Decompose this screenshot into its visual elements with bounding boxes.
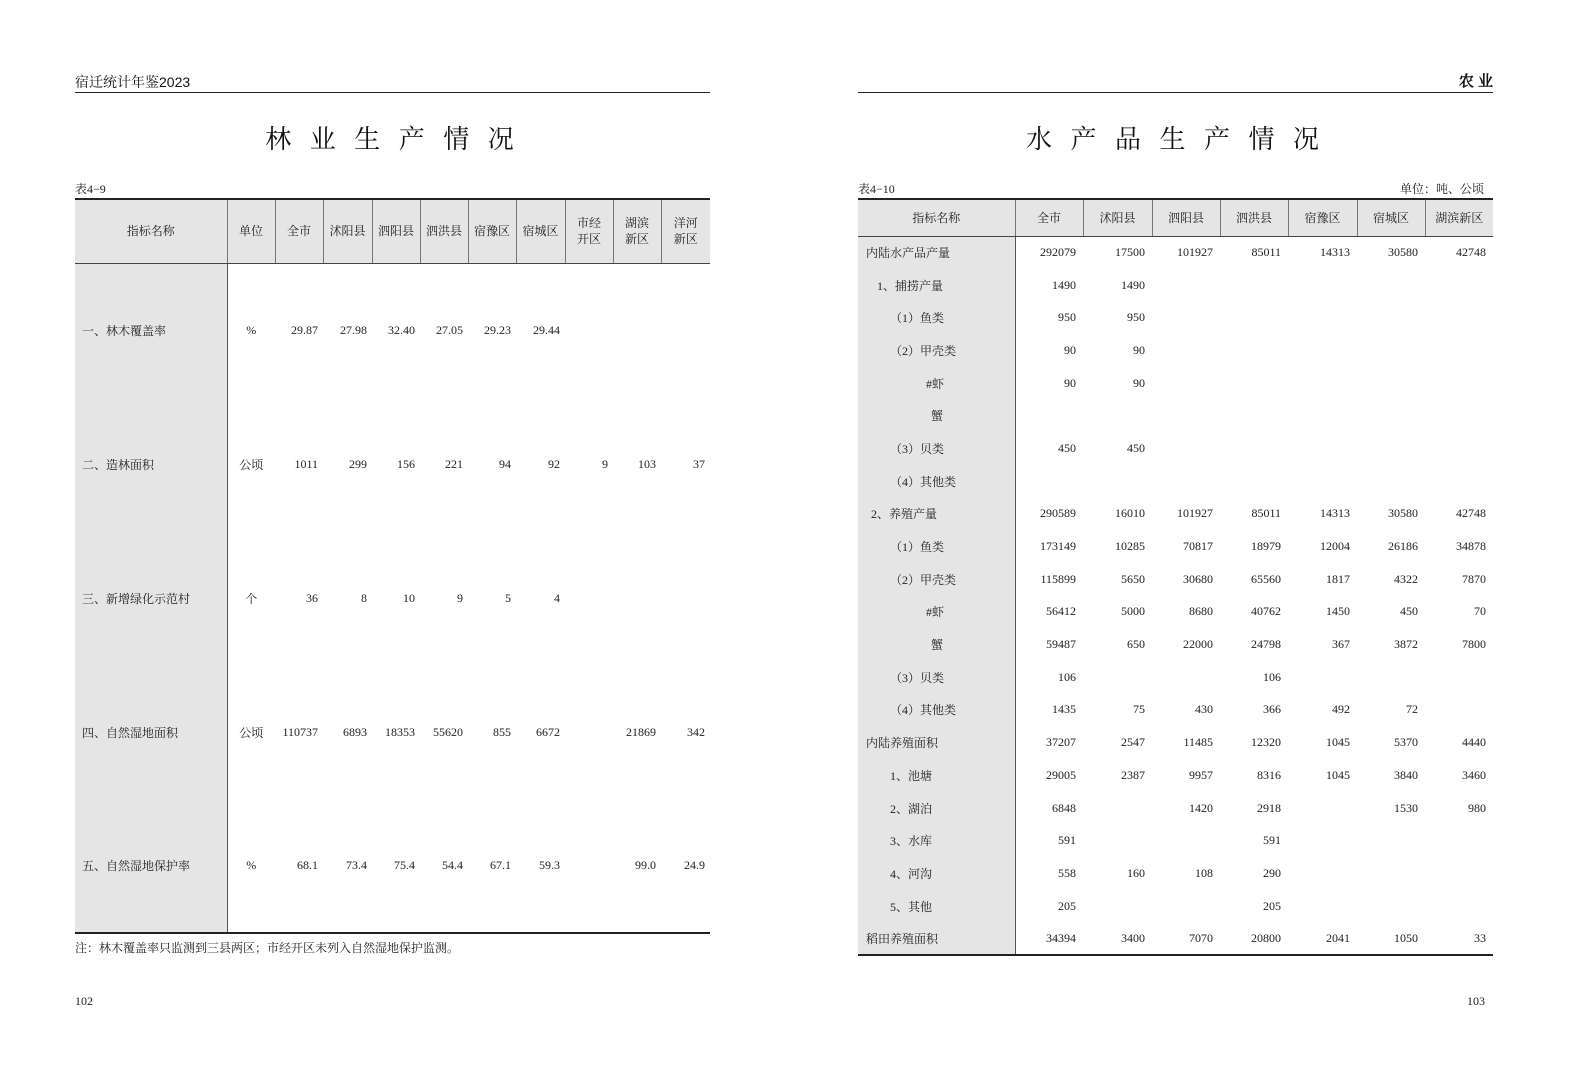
value-cell: 5000 bbox=[1121, 604, 1145, 619]
table-row bbox=[858, 399, 1493, 432]
value-cell: 450 bbox=[1127, 440, 1145, 455]
table-row bbox=[858, 857, 1493, 890]
value-cell bbox=[1288, 824, 1357, 857]
value-cell: 37 bbox=[693, 456, 705, 471]
value-cell: 公顷 bbox=[239, 457, 264, 472]
value-cell: 106 bbox=[1263, 669, 1281, 684]
value-cell bbox=[1288, 432, 1357, 465]
value-cell: 36 bbox=[306, 590, 318, 605]
value-cell bbox=[1425, 890, 1493, 923]
table-note: 注：林木覆盖率只监测到三县两区；市经开区未列入自然湿地保护监测。 bbox=[75, 941, 460, 955]
indicator-name-cell: （3）贝类 bbox=[858, 661, 1015, 694]
value-cell: 8 bbox=[361, 590, 367, 605]
value-cell bbox=[1425, 465, 1493, 498]
value-cell: 2918 bbox=[1257, 800, 1281, 815]
forestry-table bbox=[75, 198, 710, 934]
value-cell: 18353 bbox=[385, 724, 415, 739]
column-header: 沭阳县 bbox=[323, 199, 372, 263]
value-cell: 33 bbox=[1425, 922, 1493, 955]
indicator-name-cell: 蟹 bbox=[858, 399, 1015, 432]
value-cell: 103 bbox=[638, 456, 656, 471]
value-cell: 75.4 bbox=[372, 799, 420, 933]
value-cell bbox=[1152, 367, 1220, 400]
value-cell: 173149 bbox=[1040, 539, 1076, 554]
value-cell: 1420 bbox=[1189, 800, 1213, 815]
value-cell: 10285 bbox=[1115, 539, 1145, 554]
column-header: 洋河 新区 bbox=[661, 199, 710, 263]
indicator-name-cell: 一、林木覆盖率 bbox=[75, 263, 227, 397]
value-cell: 18979 bbox=[1251, 539, 1281, 554]
value-cell: 2041 bbox=[1288, 922, 1357, 955]
indicator-name-cell: （4）其他类 bbox=[858, 694, 1015, 727]
value-cell bbox=[1083, 465, 1152, 498]
value-cell bbox=[1425, 661, 1493, 694]
value-cell: 73.4 bbox=[323, 799, 372, 933]
value-cell: 342 bbox=[687, 724, 705, 739]
value-cell: 29005 bbox=[1046, 767, 1076, 782]
value-cell: 160 bbox=[1127, 865, 1145, 880]
value-cell: 68.1 bbox=[275, 799, 323, 933]
value-cell bbox=[1357, 432, 1425, 465]
value-cell: 11485 bbox=[1183, 735, 1213, 750]
indicator-name-cell: 蟹 bbox=[858, 628, 1015, 661]
value-cell: 9 bbox=[602, 456, 608, 471]
value-cell bbox=[1425, 301, 1493, 334]
value-cell: 90 bbox=[1133, 342, 1145, 357]
table-row bbox=[858, 922, 1493, 955]
value-cell: 492 bbox=[1332, 702, 1350, 717]
indicator-name-cell: （4）其他类 bbox=[858, 465, 1015, 498]
table-label: 表4−9 bbox=[75, 182, 106, 196]
value-cell: 156 bbox=[397, 456, 415, 471]
value-cell bbox=[1357, 857, 1425, 890]
indicator-name-cell: 2、养殖产量 bbox=[858, 498, 1015, 531]
table-row bbox=[858, 530, 1493, 563]
table-row bbox=[858, 563, 1493, 596]
value-cell: 558 bbox=[1058, 865, 1076, 880]
indicator-name-cell: 5、其他 bbox=[858, 890, 1015, 923]
column-header: 沭阳县 bbox=[1083, 199, 1152, 236]
value-cell: 67.1 bbox=[468, 799, 516, 933]
value-cell: 70817 bbox=[1183, 539, 1213, 554]
value-cell: 1490 bbox=[1121, 277, 1145, 292]
value-cell bbox=[1220, 367, 1288, 400]
value-cell: 4440 bbox=[1462, 735, 1486, 750]
value-cell: 24.9 bbox=[661, 799, 710, 933]
value-cell bbox=[1288, 334, 1357, 367]
value-cell bbox=[1220, 334, 1288, 367]
value-cell: 29.23 bbox=[484, 322, 511, 337]
value-cell: 6893 bbox=[343, 724, 367, 739]
value-cell: 115899 bbox=[1040, 571, 1076, 586]
value-cell: 292079 bbox=[1040, 245, 1076, 260]
value-cell bbox=[1357, 367, 1425, 400]
value-cell: 94 bbox=[499, 456, 511, 471]
value-cell: 101927 bbox=[1177, 245, 1213, 260]
table-row bbox=[858, 236, 1493, 269]
column-header: 市经 开区 bbox=[565, 199, 613, 263]
table-row bbox=[858, 694, 1493, 727]
table-row bbox=[858, 301, 1493, 334]
value-cell: 4322 bbox=[1394, 571, 1418, 586]
value-cell: 12320 bbox=[1251, 735, 1281, 750]
value-cell: 59487 bbox=[1046, 637, 1076, 652]
value-cell: 9957 bbox=[1189, 767, 1213, 782]
value-cell: 6672 bbox=[536, 724, 560, 739]
column-header-indicator: 指标名称 bbox=[75, 199, 227, 263]
value-cell: 1530 bbox=[1394, 800, 1418, 815]
value-cell: 27.05 bbox=[436, 322, 463, 337]
value-cell: 20800 bbox=[1220, 922, 1288, 955]
table-row bbox=[858, 824, 1493, 857]
value-cell: 16010 bbox=[1115, 506, 1145, 521]
indicator-name-cell: 内陆水产品产量 bbox=[858, 236, 1015, 269]
value-cell: 2547 bbox=[1121, 735, 1145, 750]
column-header-indicator: 指标名称 bbox=[858, 199, 1015, 236]
indicator-name-cell: （1）鱼类 bbox=[858, 301, 1015, 334]
value-cell: 21869 bbox=[626, 724, 656, 739]
value-cell: 3460 bbox=[1462, 767, 1486, 782]
value-cell: 1011 bbox=[294, 456, 318, 471]
value-cell: 42748 bbox=[1456, 506, 1486, 521]
table-row bbox=[858, 628, 1493, 661]
value-cell bbox=[661, 263, 710, 397]
column-header: 湖滨 新区 bbox=[613, 199, 661, 263]
column-header: 泗阳县 bbox=[372, 199, 420, 263]
value-cell: 367 bbox=[1332, 637, 1350, 652]
value-cell: 29.44 bbox=[533, 322, 560, 337]
value-cell: 980 bbox=[1468, 800, 1486, 815]
indicator-name-cell: 五、自然湿地保护率 bbox=[75, 799, 227, 933]
value-cell: 7070 bbox=[1152, 922, 1220, 955]
value-cell bbox=[565, 531, 613, 665]
value-cell bbox=[1425, 824, 1493, 857]
indicator-name-cell: （3）贝类 bbox=[858, 432, 1015, 465]
value-cell: 366 bbox=[1263, 702, 1281, 717]
table-label: 表4−10 bbox=[858, 182, 895, 196]
value-cell: 1050 bbox=[1357, 922, 1425, 955]
value-cell bbox=[661, 531, 710, 665]
value-cell bbox=[1220, 269, 1288, 302]
running-header: 宿迁统计年鉴2023 bbox=[75, 74, 191, 90]
value-cell: 59.3 bbox=[516, 799, 565, 933]
value-cell: 7870 bbox=[1462, 571, 1486, 586]
table-row bbox=[858, 498, 1493, 531]
value-cell: 56412 bbox=[1046, 604, 1076, 619]
value-cell: % bbox=[246, 322, 257, 337]
value-cell: 110737 bbox=[282, 724, 318, 739]
indicator-name-cell: 三、新增绿化示范村 bbox=[75, 531, 227, 665]
value-cell bbox=[1425, 432, 1493, 465]
value-cell: 27.98 bbox=[340, 322, 367, 337]
table-row bbox=[858, 269, 1493, 302]
value-cell bbox=[1357, 301, 1425, 334]
indicator-name-cell: （2）甲壳类 bbox=[858, 334, 1015, 367]
value-cell bbox=[1425, 694, 1493, 727]
value-cell: 4 bbox=[554, 590, 560, 605]
value-cell bbox=[1220, 399, 1288, 432]
value-cell bbox=[1152, 399, 1220, 432]
value-cell bbox=[1357, 399, 1425, 432]
value-cell: 205 bbox=[1058, 898, 1076, 913]
value-cell: % bbox=[227, 799, 275, 933]
header-rule bbox=[858, 92, 1493, 93]
table-row bbox=[858, 890, 1493, 923]
value-cell: 7800 bbox=[1462, 637, 1486, 652]
value-cell: 85011 bbox=[1251, 506, 1281, 521]
value-cell: 12004 bbox=[1320, 539, 1350, 554]
value-cell: 85011 bbox=[1251, 245, 1281, 260]
value-cell bbox=[1152, 661, 1220, 694]
value-cell bbox=[1425, 269, 1493, 302]
value-cell bbox=[1425, 857, 1493, 890]
table-row bbox=[858, 661, 1493, 694]
value-cell bbox=[1083, 792, 1152, 825]
table-row bbox=[75, 263, 710, 397]
value-cell bbox=[1357, 824, 1425, 857]
value-cell: 34394 bbox=[1015, 922, 1083, 955]
value-cell bbox=[1357, 269, 1425, 302]
column-header: 泗阳县 bbox=[1152, 199, 1220, 236]
indicator-name-cell: （1）鱼类 bbox=[858, 530, 1015, 563]
value-cell: 3840 bbox=[1394, 767, 1418, 782]
value-cell: 30580 bbox=[1388, 245, 1418, 260]
value-cell: 24798 bbox=[1251, 637, 1281, 652]
value-cell bbox=[1288, 399, 1357, 432]
column-header: 全市 bbox=[275, 199, 323, 263]
page-number: 103 bbox=[1467, 994, 1485, 1008]
value-cell: 34878 bbox=[1456, 539, 1486, 554]
page-number: 102 bbox=[75, 994, 93, 1008]
value-cell: 205 bbox=[1263, 898, 1281, 913]
value-cell: 1045 bbox=[1326, 767, 1350, 782]
value-cell: 3400 bbox=[1083, 922, 1152, 955]
value-cell: 90 bbox=[1064, 342, 1076, 357]
value-cell bbox=[1357, 890, 1425, 923]
value-cell: 8680 bbox=[1189, 604, 1213, 619]
value-cell: 30580 bbox=[1388, 506, 1418, 521]
table-row bbox=[858, 367, 1493, 400]
value-cell: 26186 bbox=[1388, 539, 1418, 554]
value-cell bbox=[1083, 661, 1152, 694]
value-cell bbox=[1152, 824, 1220, 857]
indicator-name-cell: 1、捕捞产量 bbox=[858, 269, 1015, 302]
value-cell: 公顷 bbox=[239, 725, 264, 740]
indicator-name-cell: 4、河沟 bbox=[858, 857, 1015, 890]
table-row bbox=[858, 726, 1493, 759]
value-cell bbox=[613, 531, 661, 665]
table-row bbox=[858, 759, 1493, 792]
value-cell bbox=[1425, 399, 1493, 432]
value-cell: 2387 bbox=[1121, 767, 1145, 782]
table-row bbox=[75, 531, 710, 665]
value-cell bbox=[1083, 824, 1152, 857]
table-header-row bbox=[858, 199, 1493, 236]
value-cell: 101927 bbox=[1177, 506, 1213, 521]
value-cell: 8316 bbox=[1257, 767, 1281, 782]
value-cell: 65560 bbox=[1251, 571, 1281, 586]
table-row bbox=[75, 665, 710, 799]
value-cell: 1490 bbox=[1052, 277, 1076, 292]
value-cell: 1435 bbox=[1052, 702, 1076, 717]
value-cell: 290 bbox=[1263, 865, 1281, 880]
value-cell: 42748 bbox=[1456, 245, 1486, 260]
value-cell: 106 bbox=[1058, 669, 1076, 684]
value-cell: 591 bbox=[1058, 833, 1076, 848]
value-cell: 290589 bbox=[1040, 506, 1076, 521]
column-header: 全市 bbox=[1015, 199, 1083, 236]
table-unit: 单位：吨、公顷 bbox=[1399, 182, 1484, 196]
value-cell bbox=[1015, 399, 1083, 432]
value-cell: 40762 bbox=[1251, 604, 1281, 619]
value-cell: 591 bbox=[1263, 833, 1281, 848]
column-header: 湖滨新区 bbox=[1425, 199, 1493, 236]
page-title: 林 业 生 产 情 况 bbox=[265, 125, 520, 154]
table-row bbox=[858, 432, 1493, 465]
column-header: 泗洪县 bbox=[1220, 199, 1288, 236]
value-cell: 54.4 bbox=[420, 799, 468, 933]
value-cell bbox=[1152, 269, 1220, 302]
value-cell: 92 bbox=[548, 456, 560, 471]
left-page bbox=[75, 0, 710, 1077]
value-cell bbox=[1288, 890, 1357, 923]
value-cell: 650 bbox=[1127, 637, 1145, 652]
column-header: 泗洪县 bbox=[420, 199, 468, 263]
value-cell: 22000 bbox=[1183, 637, 1213, 652]
table-row bbox=[858, 334, 1493, 367]
value-cell bbox=[1220, 465, 1288, 498]
value-cell: 14313 bbox=[1320, 245, 1350, 260]
value-cell bbox=[613, 263, 661, 397]
value-cell: 37207 bbox=[1046, 735, 1076, 750]
value-cell: 个 bbox=[245, 591, 258, 606]
value-cell: 950 bbox=[1127, 310, 1145, 325]
value-cell bbox=[1152, 432, 1220, 465]
indicator-name-cell: 内陆养殖面积 bbox=[858, 726, 1015, 759]
value-cell bbox=[565, 799, 613, 933]
value-cell: 450 bbox=[1400, 604, 1418, 619]
value-cell bbox=[1288, 857, 1357, 890]
column-header: 宿城区 bbox=[516, 199, 565, 263]
value-cell bbox=[1220, 301, 1288, 334]
right-page bbox=[858, 0, 1493, 1077]
value-cell bbox=[565, 665, 613, 799]
value-cell: 5370 bbox=[1394, 735, 1418, 750]
value-cell: 75 bbox=[1133, 702, 1145, 717]
column-header: 单位 bbox=[227, 199, 275, 263]
value-cell: 70 bbox=[1474, 604, 1486, 619]
aquatic-products-table bbox=[858, 198, 1493, 956]
column-header: 宿豫区 bbox=[1288, 199, 1357, 236]
value-cell: 1817 bbox=[1326, 571, 1350, 586]
indicator-name-cell: （2）甲壳类 bbox=[858, 563, 1015, 596]
value-cell bbox=[1152, 301, 1220, 334]
value-cell: 855 bbox=[493, 724, 511, 739]
value-cell bbox=[1152, 465, 1220, 498]
value-cell: 14313 bbox=[1320, 506, 1350, 521]
value-cell: 6848 bbox=[1052, 800, 1076, 815]
value-cell: 90 bbox=[1064, 375, 1076, 390]
value-cell bbox=[565, 263, 613, 397]
value-cell: 29.87 bbox=[291, 322, 318, 337]
value-cell: 1045 bbox=[1326, 735, 1350, 750]
value-cell bbox=[1357, 661, 1425, 694]
running-header: 农 业 bbox=[1458, 73, 1493, 90]
value-cell: 5 bbox=[505, 590, 511, 605]
value-cell bbox=[1357, 465, 1425, 498]
value-cell: 17500 bbox=[1115, 245, 1145, 260]
value-cell: 221 bbox=[445, 456, 463, 471]
table-row bbox=[75, 799, 710, 933]
value-cell: 30680 bbox=[1183, 571, 1213, 586]
value-cell: 72 bbox=[1406, 702, 1418, 717]
value-cell bbox=[1288, 367, 1357, 400]
table-row bbox=[858, 596, 1493, 629]
value-cell bbox=[1288, 661, 1357, 694]
value-cell: 5650 bbox=[1121, 571, 1145, 586]
table-body bbox=[858, 236, 1493, 955]
table-row bbox=[858, 465, 1493, 498]
value-cell bbox=[1425, 367, 1493, 400]
indicator-name-cell: #虾 bbox=[858, 596, 1015, 629]
value-cell: 9 bbox=[457, 590, 463, 605]
table-body bbox=[75, 263, 710, 933]
indicator-name-cell: 稻田养殖面积 bbox=[858, 922, 1015, 955]
value-cell: 430 bbox=[1195, 702, 1213, 717]
table-row bbox=[75, 397, 710, 531]
value-cell: 99.0 bbox=[613, 799, 661, 933]
value-cell bbox=[1220, 432, 1288, 465]
value-cell: 90 bbox=[1133, 375, 1145, 390]
indicator-name-cell: 3、水库 bbox=[858, 824, 1015, 857]
value-cell: 108 bbox=[1195, 865, 1213, 880]
value-cell bbox=[1152, 890, 1220, 923]
value-cell bbox=[1083, 890, 1152, 923]
page-title: 水 产 品 生 产 情 况 bbox=[1025, 125, 1325, 154]
value-cell: 3872 bbox=[1394, 637, 1418, 652]
indicator-name-cell: 2、湖泊 bbox=[858, 792, 1015, 825]
table-row bbox=[858, 792, 1493, 825]
value-cell bbox=[1152, 334, 1220, 367]
value-cell: 1450 bbox=[1326, 604, 1350, 619]
indicator-name-cell: 二、造林面积 bbox=[75, 397, 227, 531]
value-cell bbox=[1083, 399, 1152, 432]
column-header: 宿城区 bbox=[1357, 199, 1425, 236]
column-header: 宿豫区 bbox=[468, 199, 516, 263]
table-header-row bbox=[75, 199, 710, 263]
value-cell: 950 bbox=[1058, 310, 1076, 325]
value-cell bbox=[1288, 301, 1357, 334]
indicator-name-cell: 1、池塘 bbox=[858, 759, 1015, 792]
value-cell bbox=[1288, 792, 1357, 825]
value-cell bbox=[1425, 334, 1493, 367]
value-cell: 55620 bbox=[433, 724, 463, 739]
value-cell bbox=[1357, 334, 1425, 367]
value-cell bbox=[1288, 465, 1357, 498]
header-rule bbox=[75, 92, 710, 93]
value-cell: 299 bbox=[349, 456, 367, 471]
value-cell bbox=[1288, 269, 1357, 302]
value-cell: 10 bbox=[403, 590, 415, 605]
indicator-name-cell: #虾 bbox=[858, 367, 1015, 400]
value-cell bbox=[1015, 465, 1083, 498]
indicator-name-cell: 四、自然湿地面积 bbox=[75, 665, 227, 799]
value-cell: 32.40 bbox=[388, 322, 415, 337]
value-cell: 450 bbox=[1058, 440, 1076, 455]
